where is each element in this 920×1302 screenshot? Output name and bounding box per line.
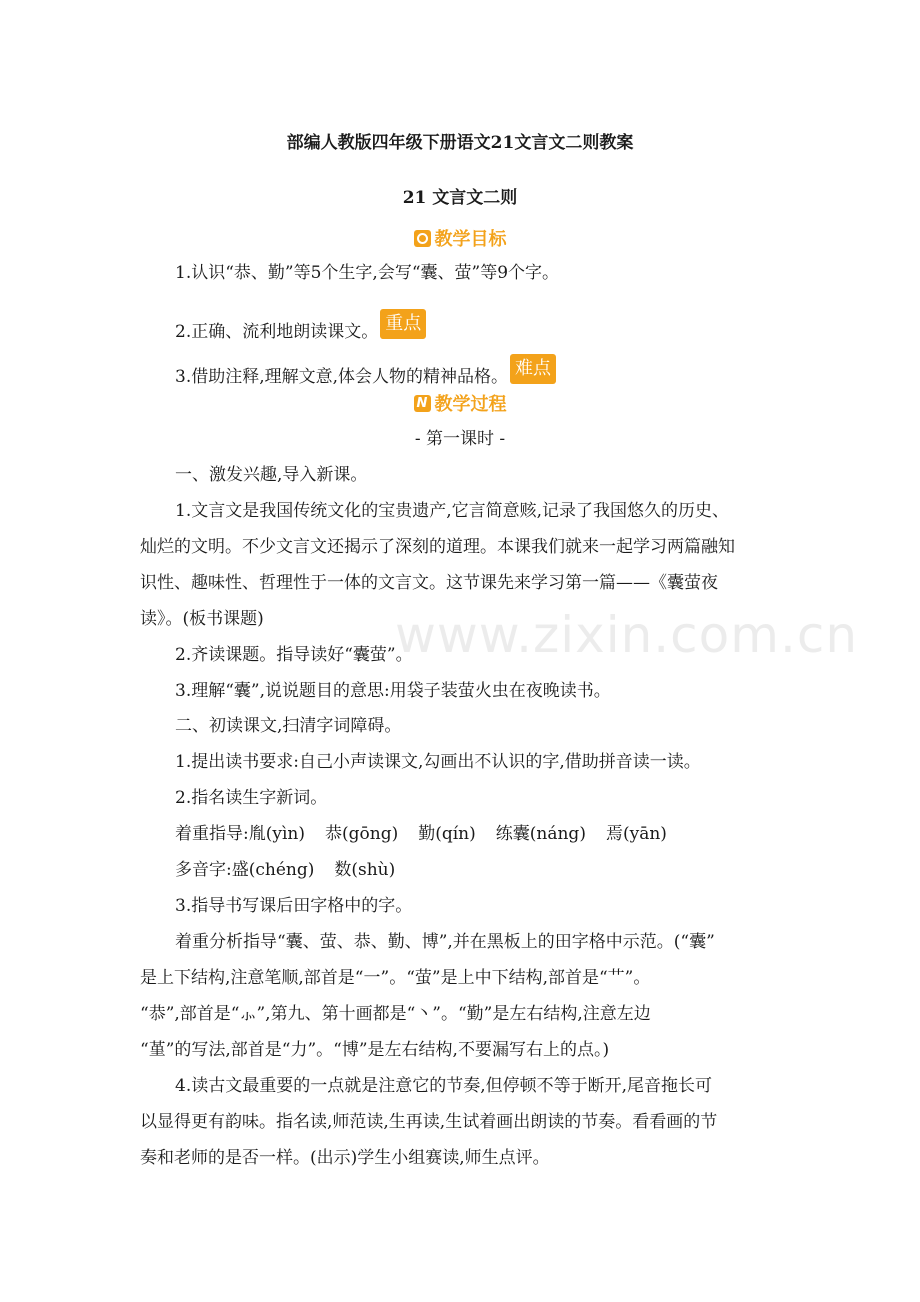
part1-para1-line1: 1.文言文是我国传统文化的宝贵遗产,它言简意赅,记录了我国悠久的历史、 [175,501,730,521]
part2-para3: 3.指导书写课后田字格中的字。 [175,896,413,916]
lesson-title: 21 文言文二则 [402,188,518,208]
part2-para2: 2.指名读生字新词。 [175,788,328,808]
watermark: www.zixin.com.cn [395,606,859,664]
goal-2-text: 2.正确、流利地朗读课文。 [175,322,379,342]
part1-para1-line4: 读》。(板书课题) [140,609,264,629]
part1-para1-line3: 识性、趣味性、哲理性于一体的文言文。这节课先来学习第一篇——《囊萤夜 [140,573,718,593]
part2-para4-line3: 奏和老师的是否一样。(出示)学生小组赛读,师生点评。 [140,1148,550,1168]
goal-1: 1.认识“恭、勤”等5个生字,会写“囊、萤”等9个字。 [175,263,560,283]
section-goals-label: 教学目标 [434,229,507,250]
analysis-line4: “堇”的写法,部首是“力”。“博”是左右结构,不要漏写右上的点。) [140,1040,610,1060]
goal-3-text: 3.借助注释,理解文意,体会人物的精神品格。 [175,367,509,387]
pinyin-item: 勤(qín) [418,824,476,844]
section-heading-goals [0,227,920,253]
polyphone-item: 数(shù) [334,860,396,880]
part2-para4-line2: 以显得更有韵味。指名读,师范读,生再读,生试着画出朗读的节奏。看看画的节 [140,1112,718,1132]
section-heading-process [0,392,920,418]
pinyin-item: 焉(yān) [605,824,667,844]
key-point-badge: 重点 [380,309,426,339]
part1-heading: 一、激发兴趣,导入新课。 [175,465,368,485]
polyphone-line [175,858,395,882]
polyphone-label: 多音字: [175,860,232,880]
pinyin-item: 胤(yìn) [248,824,305,844]
part1-para3: 3.理解“囊”,说说题目的意思:用袋子装萤火虫在夜晚读书。 [175,681,611,701]
goal-2 [175,309,426,344]
pinyin-item: 练囊(náng) [495,824,586,844]
section-process-label: 教学过程 [434,394,507,415]
difficult-point-badge: 难点 [510,354,556,384]
pinyin-item: 恭(gōng) [325,824,399,844]
goal-3 [175,354,556,389]
document-title: 部编人教版四年级下册语文21文言文二则教案 [286,133,634,153]
period-label: - 第一课时 - [414,429,506,449]
part2-heading: 二、初读课文,扫清字词障碍。 [175,716,402,736]
part1-para1-line2: 灿烂的文明。不少文言文还揭示了深刻的道理。本课我们就来一起学习两篇融知 [140,537,735,557]
pinyin-guide-label: 着重指导: [175,824,249,844]
analysis-line3: “恭”,部首是“⺗”,第九、第十画都是“丶”。“勤”是左右结构,注意左边 [140,1004,651,1024]
pinyin-guide [175,822,667,846]
part2-para1: 1.提出读书要求:自己小声读课文,勾画出不认识的字,借助拼音读一读。 [175,752,701,772]
polyphone-item: 盛(chéng) [231,860,315,880]
analysis-line2: 是上下结构,注意笔顺,部首是“一”。“萤”是上中下结构,部首是“艹”。 [140,968,651,988]
part2-para4-line1: 4.读古文最重要的一点就是注意它的节奏,但停顿不等于断开,尾音拖长可 [175,1076,713,1096]
analysis-line1: 着重分析指导“囊、萤、恭、勤、博”,并在黑板上的田字格中示范。(“囊” [175,932,715,952]
target-icon [414,230,431,247]
part1-para2: 2.齐读课题。指导读好“囊萤”。 [175,645,413,665]
process-icon [414,395,431,412]
